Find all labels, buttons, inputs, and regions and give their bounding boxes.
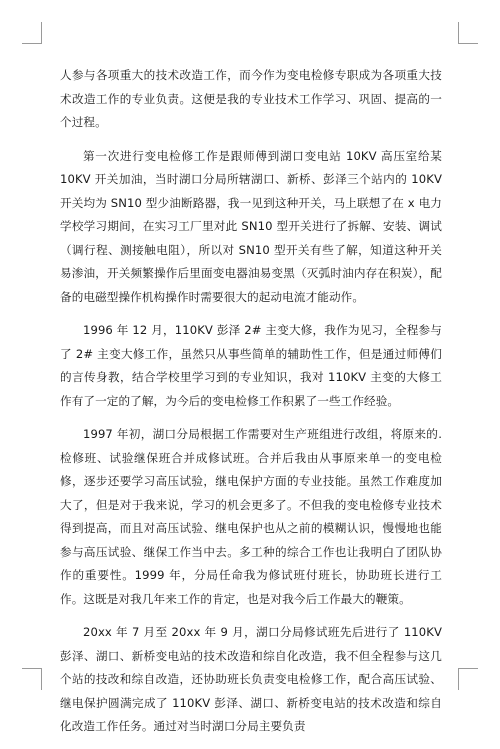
crop-mark-bottom-right [458, 668, 459, 690]
paragraph-4: 1997 年初，湖口分局根据工作需要对生产班组进行改组，将原来的.检修班、试验继保班合并成修试班。合并后我由从事原来单一的变电检修，逐步还要学习高压试验，继电保护方面的专业技能。虽然工作难度加大了，但是对于我来说，学习的机会更多了。不但我的变电检修专业技术得到提高，而且对高压试验、继电保护也从之前的模糊认识，慢慢地也能参与高压试验、继保工作当中去。多工种的综合工作也让我明白了团队协作的重要性。1999 年，分局任命我为修试班付班长，协助班长进行工作。这既是对我几年来工作的肯定，也是对我今后工作最大的鞭策。 [60, 427, 442, 606]
crop-mark-bottom-left [22, 668, 42, 669]
crop-mark-top-left [41, 22, 42, 44]
crop-mark-top-right [458, 22, 459, 44]
crop-mark-top-right [458, 43, 478, 44]
crop-mark-bottom-right [458, 668, 478, 669]
document-body [60, 64, 442, 749]
paragraph-1: 人参与各项重大的技术改造工作，而今作为变电检修专职成为各项重大技术改造工作的专业负责。这便是我的专业技术工作学习、巩固、提高的一个过程。 [60, 68, 442, 129]
paragraph-2: 第一次进行变电检修工作是跟师傅到湖口变电站 10KV 高压室给某 10KV 开关加油，当时湖口分局所辖湖口、新桥、彭泽三个站内的 10KV 开关均为 SN10 型少油断路器，我一见到这种开关，马上联想了在 x 电力学校学习期间，在实习工厂里对此 SN10 型开关进行了拆解、安装、调试（调行程、测接触电阻），所以对 SN10 型开关有些了解，知道这种开关易渗油，开关频繁操作后里面变电器油易变黑（灭弧时油内存在积炭），配备的电磁型操作机构操作时需要很大的起动电流才能动作。 [60, 148, 442, 304]
crop-mark-top-left [22, 43, 42, 44]
crop-mark-bottom-left [41, 668, 42, 690]
paragraph-5: 20xx 年 7 月至 20xx 年 9 月，湖口分局修试班先后进行了 110KV 彭泽、湖口、新桥变电站的技术改造和综自化改造，我不但全程参与这几个站的技改和综自改造，还协助班长负责变电检修工作，配合高压试验、继电保护圆满完成了 110KV 彭泽、湖口、新桥变电站的技术改造和综自化改造工作任务。通过对当时湖口分局主要负责 [60, 625, 442, 733]
paragraph-3: 1996 年 12 月，110KV 彭泽 2# 主变大修，我作为见习，全程参与了 2# 主变大修工作，虽然只从事些简单的辅助性工作，但是通过师傅们的言传身教，结合学校里学习到的专业知识，我对 110KV 主变的大修工作有了一定的了解，为今后的变电检修工作积累了一些工作经验。 [60, 323, 442, 408]
